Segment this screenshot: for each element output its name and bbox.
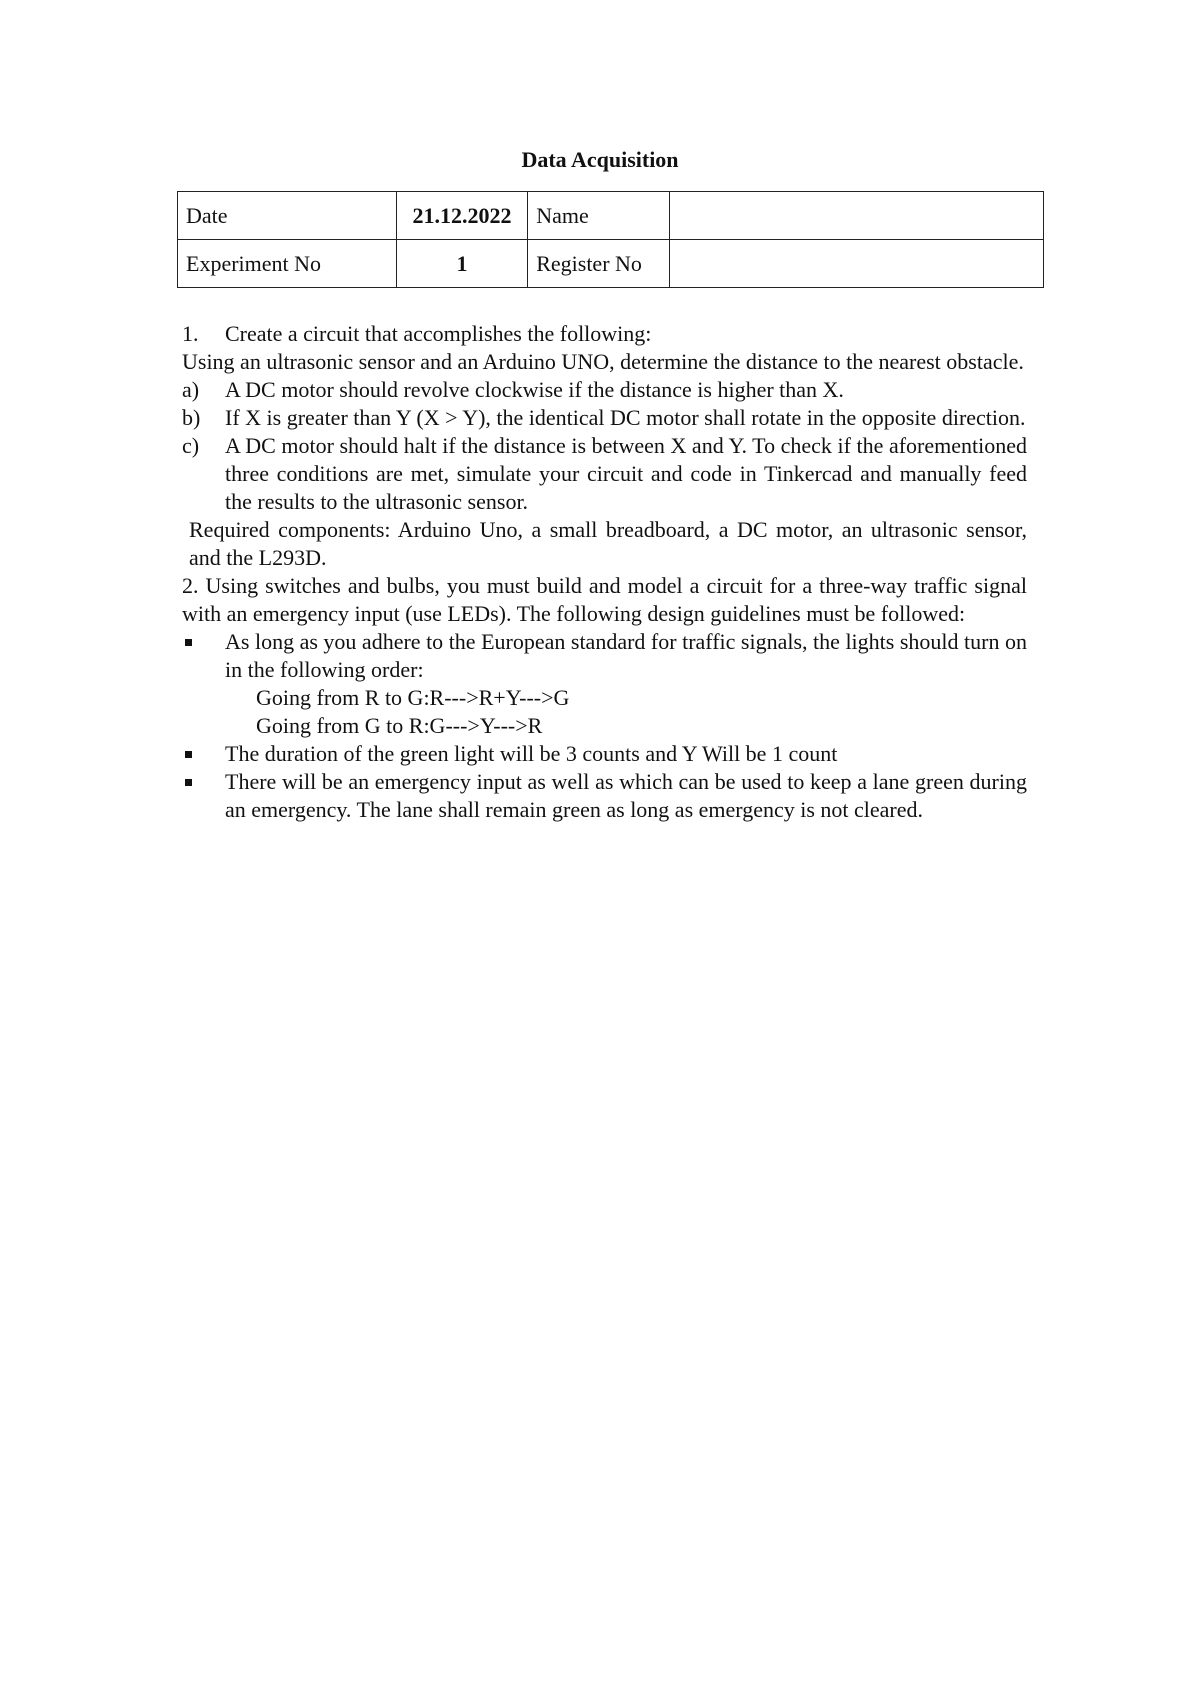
question-1-intro: Using an ultrasonic sensor and an Arduino UNO, determine the distance to the nearest obstacle. — [182, 349, 1024, 374]
experiment-info-table — [177, 191, 1044, 288]
name-value — [669, 192, 1043, 240]
list-item — [182, 376, 1027, 404]
bullet-1-text: As long as you adhere to the European standard for traffic signals, the lights should turn on in the following order: — [225, 629, 1027, 682]
bullet-item — [182, 740, 1027, 768]
sequence-r-to-g: Going from R to G:R--->R+Y--->G — [256, 685, 570, 710]
bullet-icon — [185, 639, 192, 646]
document-body — [182, 320, 1027, 824]
item-c-text: A DC motor should halt if the distance is between X and Y. To check if the aforementioned three conditions are met, simulate your circuit and code in Tinkercad and manually feed the results to the ultrasonic sensor. — [225, 433, 1027, 514]
bullet-3-text: There will be an emergency input as well as which can be used to keep a lane green during an emergency. The lane shall remain green as long as emergency is not cleared. — [225, 769, 1027, 822]
question-1-heading-text: Create a circuit that accomplishes the following: — [225, 321, 652, 346]
sequence-g-to-r: Going from G to R:G--->Y--->R — [256, 713, 543, 738]
experiment-no-label: Experiment No — [178, 240, 397, 288]
item-b-text: If X is greater than Y (X > Y), the identical DC motor shall rotate in the opposite direction. — [225, 405, 1026, 430]
bullet-item — [182, 628, 1027, 684]
item-a-marker: a) — [182, 377, 200, 402]
document-title: Data Acquisition — [521, 147, 679, 172]
date-label: Date — [178, 192, 397, 240]
table-row — [178, 192, 1044, 240]
register-no-value — [669, 240, 1043, 288]
item-a-text: A DC motor should revolve clockwise if the distance is higher than X. — [225, 377, 844, 402]
list-item — [182, 404, 1027, 432]
bullet-item — [182, 768, 1027, 824]
name-label: Name — [528, 192, 669, 240]
question-1-heading — [182, 320, 1027, 348]
question-2-intro: 2. Using switches and bulbs, you must build and model a circuit for a three-way traffic signal with an emergency input (use LEDs). The following design guidelines must be followed: — [182, 573, 1027, 626]
list-item — [182, 432, 1027, 516]
register-no-label: Register No — [528, 240, 669, 288]
required-components: Required components: Arduino Uno, a small breadboard, a DC motor, an ultrasonic sensor, and the L293D. — [189, 517, 1027, 570]
table-row — [178, 240, 1044, 288]
bullet-icon — [185, 751, 192, 758]
bullet-2-text: The duration of the green light will be 3 counts and Y Will be 1 count — [225, 741, 838, 766]
item-b-marker: b) — [182, 405, 201, 430]
question-1-number: 1. — [182, 321, 199, 346]
bullet-icon — [185, 779, 192, 786]
date-value: 21.12.2022 — [396, 192, 527, 240]
experiment-no-value: 1 — [396, 240, 527, 288]
item-c-marker: c) — [182, 433, 200, 458]
